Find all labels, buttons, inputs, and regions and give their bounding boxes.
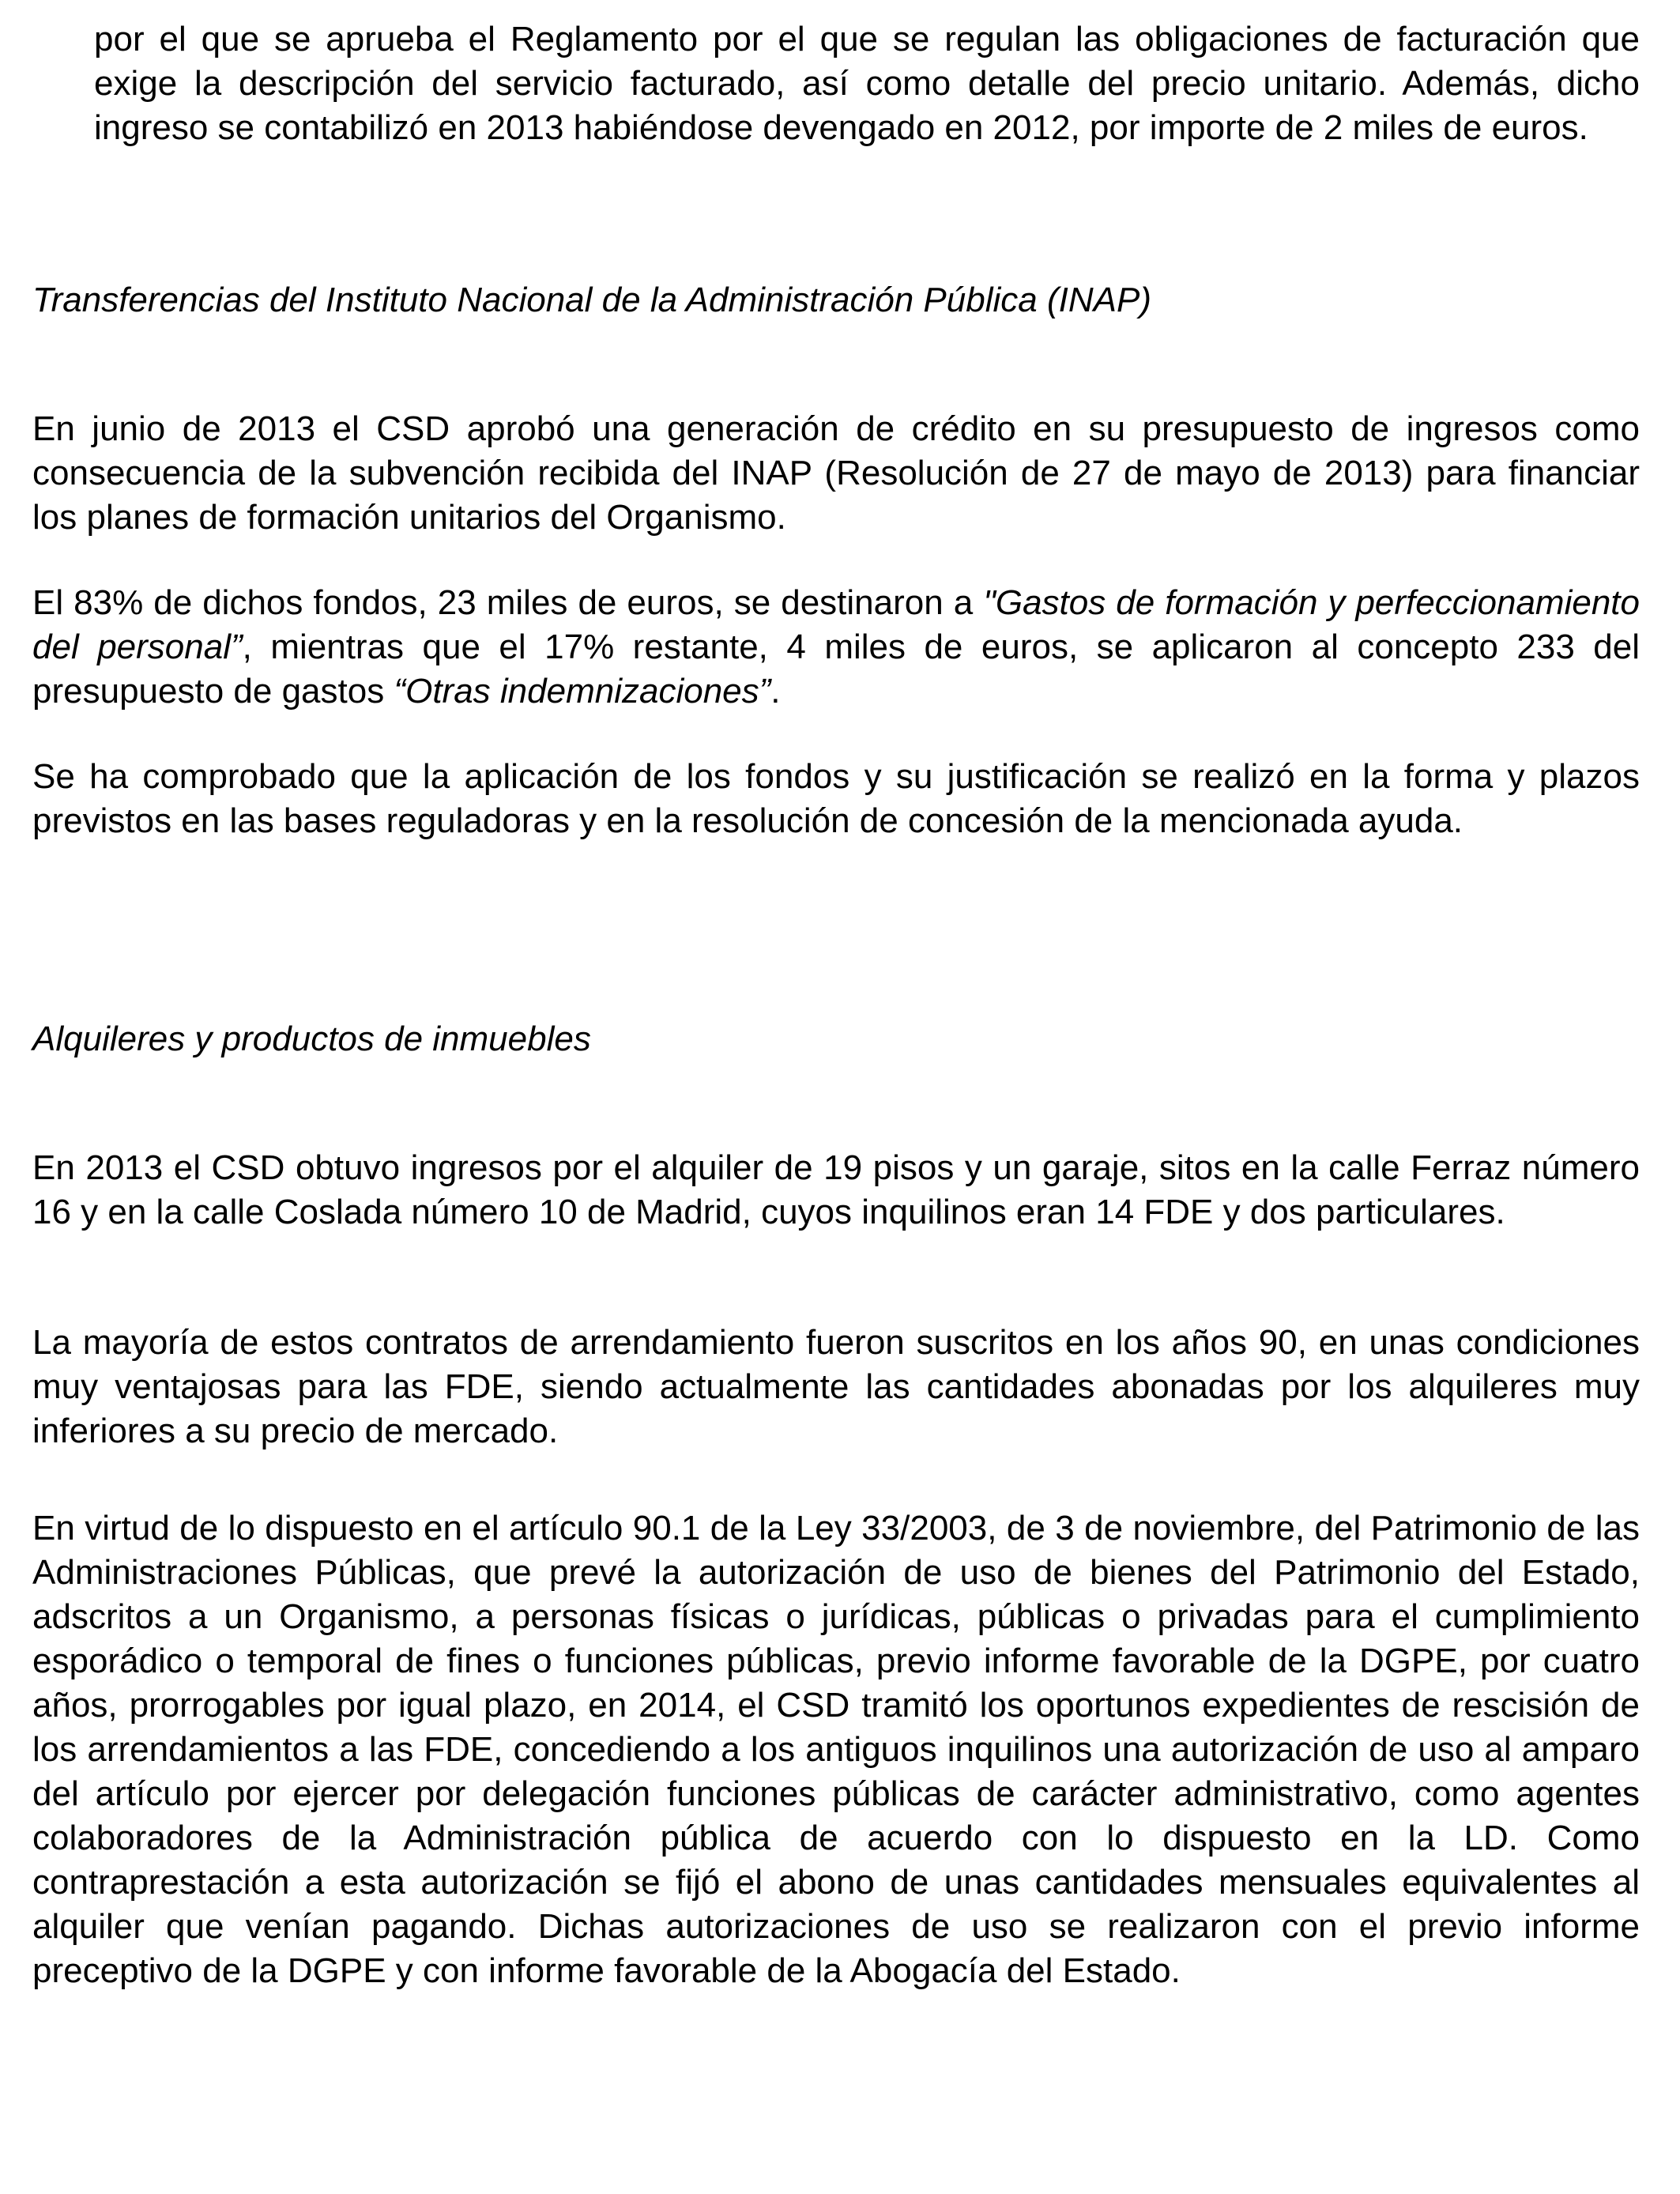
section-heading-inap: Transferencias del Instituto Nacional de la Administración Pública (INAP) xyxy=(32,281,1151,319)
inap-paragraph-2-italic-b: “Otras indemnizaciones” xyxy=(394,672,771,711)
alquileres-paragraph-3: En virtud de lo dispuesto en el artículo 90.1 de la Ley 33/2003, de 3 de noviembre, del Patrimonio de las Administraciones Públicas, que prevé la autorización de uso de bienes del Patrimonio del Estado, adscritos a un Organismo, a personas físicas o jurídicas, públicas o privadas para el cumplimiento esporádico o temporal de fines o funciones públicas, previo informe favorable de la DGPE, por cuatro años, prorrogables por igual plazo, en 2014, el CSD tramitó los oportunos expedientes de rescisión de los arrendamientos a las FDE, concediendo a los antiguos inquilinos una autorización de uso al amparo del artículo por ejercer por delegación funciones públicas de carácter administrativo, como agentes colaboradores de la Administración pública de acuerdo con lo dispuesto en la LD. Como contraprestación a esta autorización se fijó el abono de unas cantidades mensuales equivalentes al alquiler que venían pagando. Dichas autorizaciones de uso se realizaron con el previo informe preceptivo de la DGPE y con informe favorable de la Abogacía del Estado. xyxy=(32,1509,1640,1990)
inap-paragraph-2-italic-a: "Gastos de formación y perfeccionamiento del personal” xyxy=(32,583,1640,666)
inap-paragraph-2-text-b: , mientras que el 17% restante, 4 miles de euros, se aplicaron al concepto 233 del presupuesto de gastos xyxy=(32,628,1640,711)
inap-paragraph-2 xyxy=(32,581,1640,714)
alquileres-paragraph-2: La mayoría de estos contratos de arrendamiento fueron suscritos en los años 90, en unas condiciones muy ventajosas para las FDE, siendo actualmente las cantidades abonadas por los alquileres muy inferiores a su precio de mercado. xyxy=(32,1323,1640,1450)
inap-paragraph-2-text-a: El 83% de dichos fondos, 23 miles de euros, se destinaron a xyxy=(32,583,984,622)
inap-paragraph-1: En junio de 2013 el CSD aprobó una generación de crédito en su presupuesto de ingresos como consecuencia de la subvención recibida del INAP (Resolución de 27 de mayo de 2013) para financiar los planes de formación unitarios del Organismo. xyxy=(32,409,1640,537)
section-heading-alquileres: Alquileres y productos de inmuebles xyxy=(32,1020,591,1058)
alquileres-paragraph-1: En 2013 el CSD obtuvo ingresos por el alquiler de 19 pisos y un garaje, sitos en la calle Ferraz número 16 y en la calle Coslada número 10 de Madrid, cuyos inquilinos eran 14 FDE y dos particulares. xyxy=(32,1148,1640,1231)
inap-paragraph-3: Se ha comprobado que la aplicación de los fondos y su justificación se realizó en la forma y plazos previstos en las bases reguladoras y en la resolución de concesión de la mencionada ayuda. xyxy=(32,757,1640,840)
inap-paragraph-2-text-c: . xyxy=(770,672,781,711)
intro-paragraph: por el que se aprueba el Reglamento por el que se regulan las obligaciones de facturación que exige la descripción del servicio facturado, así como detalle del precio unitario. Además, dicho ingreso se contabilizó en 2013 habiéndose devengado en 2012, por importe de 2 miles de euros. xyxy=(94,20,1640,147)
